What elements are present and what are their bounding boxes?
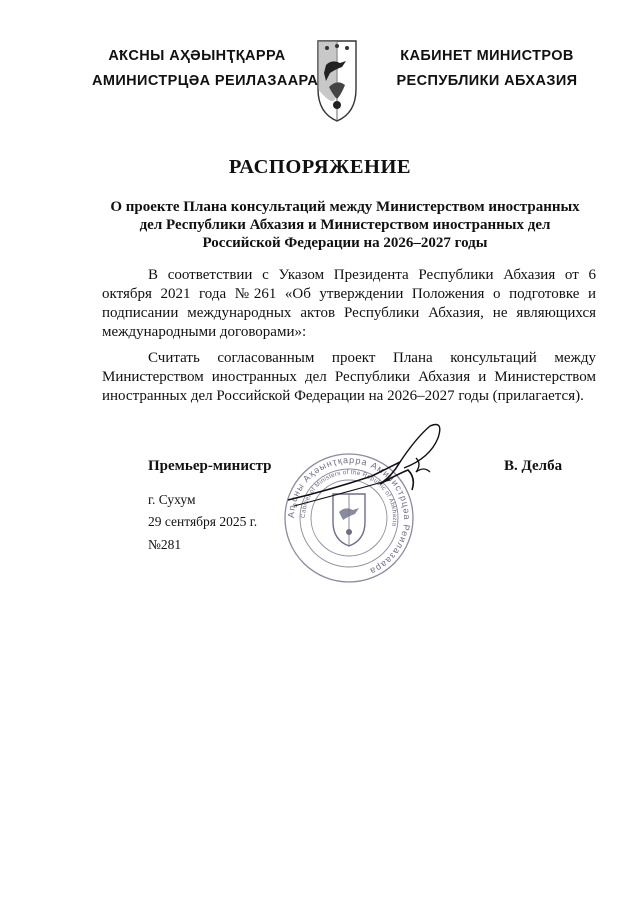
header-right (382, 44, 592, 94)
seal-outer-text: Аҧсны Аҳәынҭқарра Аминистрцәа Реилазаара (285, 454, 413, 577)
header-left-line1: АҞСНЫ АҲӘЫНҬҚАРРА (108, 48, 286, 64)
document-city: г. Сухум (148, 492, 196, 507)
coat-of-arms-emblem (316, 39, 358, 123)
header-right-line2: РЕСПУБЛИКИ АБХАЗИЯ (396, 73, 578, 89)
document-subject (100, 198, 590, 252)
subject-line-3: Российской Федерации на 2026–2027 годы (202, 235, 488, 251)
document-date: 29 сентября 2025 г. (148, 514, 258, 529)
subject-line-1: О проекте Плана консультаций между Министерством иностранных (110, 199, 580, 215)
subject-line-2: дел Республики Абхазия и Министерством иностранных дел (139, 217, 551, 233)
signatory-position: Премьер-министр (148, 458, 272, 474)
paragraph-basis: В соответствии с Указом Президента Республики Абхазия от 6 октября 2021 года №261 «Об утверждении Положения о подготовке и подписании международных актов Республики Абхазия, не являющихся международными договорами»: (102, 267, 596, 340)
paragraph-resolution: Считать согласованным проект Плана консультаций между Министерством иностранных дел Республики Абхазия и Министерством иностранных дел Российской Федерации на 2026–2027 годы (прилагается). (102, 350, 596, 404)
signatory-name: В. Делба (504, 458, 563, 474)
document-number: №281 (148, 537, 182, 552)
handwritten-signature (280, 418, 450, 518)
header-left-line2: АМИНИСТРЦӘА РЕИЛАЗААРА (92, 73, 319, 89)
header-left (92, 44, 319, 94)
seal-middle-text: Cabinet of Ministers of the Republic of Abkhazia (299, 468, 399, 527)
document-title: РАСПОРЯЖЕНИЕ (228, 156, 412, 178)
header-right-line1: КАБИНЕТ МИНИСТРОВ (400, 48, 574, 64)
